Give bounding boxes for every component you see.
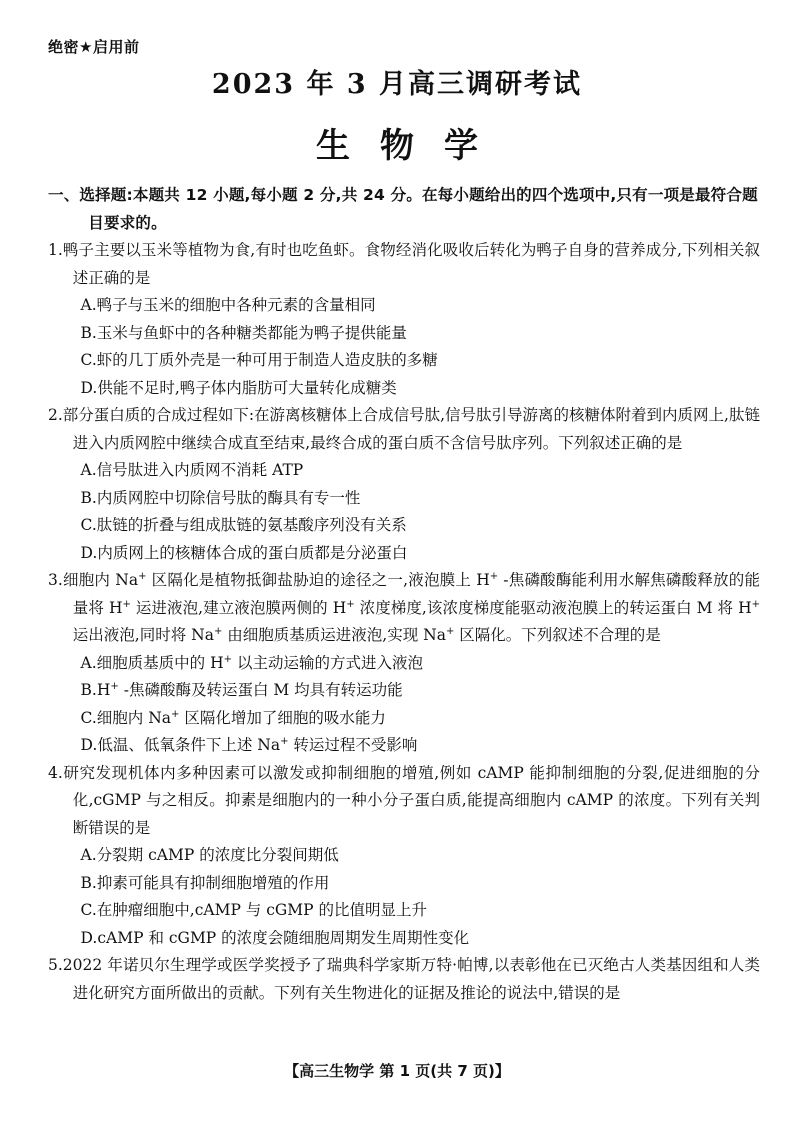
q3-text: 区隔化是植物抵御盐胁迫的途径之一,液泡膜上 H (146, 571, 490, 589)
question-2-stem: 2.部分蛋白质的合成过程如下:在游离核糖体上合成信号肽,信号肽引导游离的核糖体附着到内质网上,肽链进入内质网腔中继续合成直至结束,最终合成的蛋白质不含信号肽序列。下列叙述正确的是 (48, 406, 760, 452)
question-3-option-d (48, 732, 760, 760)
option-text: A.细胞质基质中的 H (80, 653, 224, 672)
q3-text: -焦磷酸酶能利用水解焦磷酸释放的能量将 H (72, 571, 760, 617)
option-text: D.低温、低氧条件下上述 Na (80, 736, 281, 754)
exam-content (48, 182, 760, 1007)
q3-text: 运进液泡,建立液泡膜两侧的 H (130, 598, 347, 617)
superscript-plus: + (223, 653, 233, 665)
question-4-option-b: B.抑素可能具有抑制细胞增殖的作用 (80, 873, 330, 892)
question-1-stem: 1.鸭子主要以玉米等植物为食,有时也吃鱼虾。食物经消化吸收后转化为鸭子自身的营养成分,下列相关叙述正确的是 (48, 241, 760, 287)
superscript-plus: + (110, 681, 119, 692)
superscript-plus: + (138, 571, 147, 582)
superscript-plus: + (346, 598, 355, 610)
question-1-option-c: C.虾的几丁质外壳是一种可用于制造人造皮肤的多糖 (80, 351, 438, 369)
question-4-stem: 4.研究发现机体内多种因素可以激发或抑制细胞的增殖,例如 cAMP 能抑制细胞的分裂,促进细胞的分化,cGMP 与之相反。抑素是细胞内的一种小分子蛋白质,能提高细胞内 cAMP 的浓度。下列有关判断错误的是 (48, 763, 760, 837)
superscript-plus: + (171, 708, 180, 720)
subject-title: 生物学 (316, 126, 508, 166)
q3-text: 由细胞质基质运进液泡,实现 Na (222, 626, 446, 644)
superscript-plus: + (751, 598, 760, 610)
question-2-option-a: A.信号肽进入内质网不消耗 ATP (80, 461, 304, 479)
question-1-option-a: A.鸭子与玉米的细胞中各种元素的含量相同 (80, 296, 376, 314)
question-5-stem: 5.2022 年诺贝尔生理学或医学奖授予了瑞典科学家斯万特·帕博,以表彰他在已灭绝古人类基因组和人类进化研究方面所做出的贡献。下列有关生物进化的证据及推论的说法中,错误的是 (48, 956, 760, 1002)
question-3-stem (48, 567, 760, 650)
question-3-option-a (48, 650, 760, 678)
q3-text: 浓度梯度,该浓度梯度能驱动液泡膜上的转运蛋白 M 将 H (354, 598, 752, 617)
question-2-option-c: C.肽链的折叠与组成肽链的氨基酸序列没有关系 (80, 516, 407, 534)
superscript-plus: + (213, 626, 223, 637)
question-1-option-b: B.玉米与鱼虾中的各种糖类都能为鸭子提供能量 (80, 323, 407, 342)
q3-text: 3.细胞内 Na (48, 571, 139, 589)
question-4-option-c: C.在肿瘤细胞中,cAMP 与 cGMP 的比值明显上升 (80, 901, 428, 919)
section-heading: 一、选择题:本题共 12 小题,每小题 2 分,共 24 分。在每小题给出的四个选项中,只有一项是最符合题目要求的。 (48, 186, 758, 232)
exam-title: 2023 年 3 月高三调研考试 (211, 69, 583, 100)
superscript-plus: + (445, 626, 455, 637)
question-2-option-d: D.内质网上的核糖体合成的蛋白质都是分泌蛋白 (80, 543, 408, 562)
option-text: B.H (80, 681, 111, 699)
option-text: C.细胞内 Na (80, 708, 172, 727)
page-footer: 【高三生物学 第 1 页(共 7 页)】 (284, 1062, 510, 1080)
option-text: -焦磷酸酶及转运蛋白 M 均具有转运功能 (118, 681, 403, 699)
superscript-plus: + (489, 571, 499, 582)
option-text: 区隔化增加了细胞的吸水能力 (179, 708, 386, 727)
question-4-option-d: D.cAMP 和 cGMP 的浓度会随细胞周期发生周期性变化 (80, 928, 470, 947)
option-text: 转运过程不受影响 (288, 736, 418, 754)
secret-label: 绝密★启用前 (48, 38, 140, 56)
question-4-option-a: A.分裂期 cAMP 的浓度比分裂间期低 (80, 846, 339, 864)
question-2-option-b: B.内质网腔中切除信号肽的酶具有专一性 (80, 488, 361, 507)
option-text: 以主动运输的方式进入液泡 (232, 653, 423, 672)
q3-text: 运出液泡,同时将 Na (72, 626, 214, 644)
question-1-option-d: D.供能不足时,鸭子体内脂肪可大量转化成糖类 (80, 378, 397, 397)
superscript-plus: + (122, 598, 131, 610)
question-3-option-c (48, 705, 760, 733)
question-3-option-b (48, 677, 760, 705)
superscript-plus: + (280, 736, 289, 747)
q3-text: 区隔化。下列叙述不合理的是 (454, 626, 661, 644)
